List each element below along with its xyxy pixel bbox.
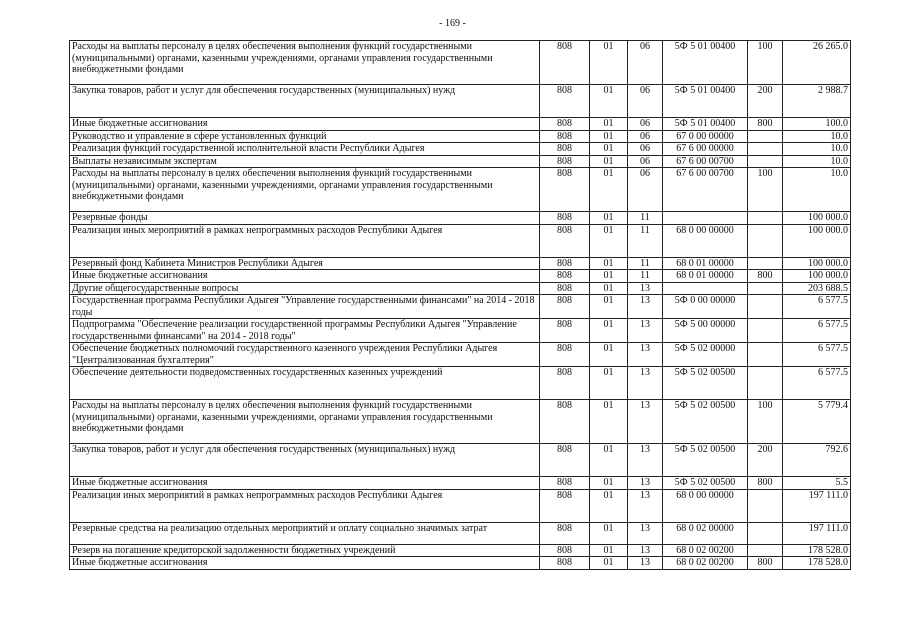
row-expense-type: 100	[748, 400, 783, 444]
row-expense-type: 100	[748, 168, 783, 212]
row-section-code: 01	[590, 118, 628, 131]
row-expense-type	[748, 544, 783, 557]
row-amount: 5.5	[783, 477, 851, 490]
table-row	[70, 522, 851, 544]
row-target-article: 5Ф 5 02 00500	[663, 477, 748, 490]
row-subsection-code: 06	[628, 130, 663, 143]
row-expense-type	[748, 522, 783, 544]
row-ministry-code: 808	[540, 143, 590, 156]
row-section-code: 01	[590, 319, 628, 343]
row-expense-type: 800	[748, 477, 783, 490]
row-amount: 6 577.5	[783, 343, 851, 367]
row-target-article: 5Ф 5 01 00400	[663, 118, 748, 131]
row-amount: 100 000.0	[783, 257, 851, 270]
page-number: - 169 -	[439, 18, 466, 29]
row-name: Резерв на погашение кредиторской задолженности бюджетных учреждений	[70, 544, 540, 557]
row-ministry-code: 808	[540, 522, 590, 544]
row-amount: 197 111.0	[783, 522, 851, 544]
row-name: Другие общегосударственные вопросы	[70, 282, 540, 295]
row-name: Резервные средства на реализацию отдельных мероприятий и оплату социально значимых затрат	[70, 522, 540, 544]
row-amount: 6 577.5	[783, 319, 851, 343]
table-row	[70, 168, 851, 212]
table-row	[70, 257, 851, 270]
row-ministry-code: 808	[540, 155, 590, 168]
row-subsection-code: 11	[628, 257, 663, 270]
row-subsection-code: 11	[628, 212, 663, 225]
row-target-article: 5Ф 5 00 00000	[663, 319, 748, 343]
row-ministry-code: 808	[540, 400, 590, 444]
row-target-article: 67 6 00 00700	[663, 168, 748, 212]
row-amount: 197 111.0	[783, 489, 851, 522]
row-expense-type: 200	[748, 85, 783, 118]
row-subsection-code: 13	[628, 522, 663, 544]
row-section-code: 01	[590, 168, 628, 212]
row-section-code: 01	[590, 41, 628, 85]
row-subsection-code: 13	[628, 367, 663, 400]
row-name: Расходы на выплаты персоналу в целях обеспечения выполнения функций государственными (муниципальными) органами, казенными учреждениями, органами управления государственными внебюджетными фондами	[70, 168, 540, 212]
table-row	[70, 557, 851, 570]
row-expense-type: 800	[748, 118, 783, 131]
row-ministry-code: 808	[540, 295, 590, 319]
row-expense-type	[748, 257, 783, 270]
table-row	[70, 444, 851, 477]
row-amount: 5 779.4	[783, 400, 851, 444]
row-ministry-code: 808	[540, 367, 590, 400]
row-expense-type	[748, 282, 783, 295]
row-subsection-code: 06	[628, 168, 663, 212]
row-name: Руководство и управление в сфере установленных функций	[70, 130, 540, 143]
row-subsection-code: 06	[628, 118, 663, 131]
row-name: Подпрограмма "Обеспечение реализации государственной программы Республики Адыгея "Управление государственными финансами" на 2014 - 2018 годы"	[70, 319, 540, 343]
row-amount: 100 000.0	[783, 270, 851, 283]
row-section-code: 01	[590, 212, 628, 225]
row-name: Закупка товаров, работ и услуг для обеспечения государственных (муниципальных) нужд	[70, 444, 540, 477]
row-name: Обеспечение бюджетных полномочий государственного казенного учреждения Республики Адыгея "Централизованная бухгалтерия"	[70, 343, 540, 367]
row-amount: 178 528.0	[783, 544, 851, 557]
row-target-article: 67 6 00 00700	[663, 155, 748, 168]
row-section-code: 01	[590, 400, 628, 444]
row-amount: 203 688.5	[783, 282, 851, 295]
row-name: Расходы на выплаты персоналу в целях обеспечения выполнения функций государственными (муниципальными) органами, казенными учреждениями, органами управления государственными внебюджетными фондами	[70, 41, 540, 85]
table-row	[70, 319, 851, 343]
row-expense-type	[748, 212, 783, 225]
table-row	[70, 143, 851, 156]
table-row	[70, 155, 851, 168]
row-amount: 100 000.0	[783, 224, 851, 257]
row-amount: 2 988.7	[783, 85, 851, 118]
row-target-article: 68 0 00 00000	[663, 224, 748, 257]
row-name: Государственная программа Республики Адыгея "Управление государственными финансами" на 2014 - 2018 годы	[70, 295, 540, 319]
row-target-article	[663, 212, 748, 225]
row-subsection-code: 06	[628, 143, 663, 156]
row-section-code: 01	[590, 343, 628, 367]
row-subsection-code: 13	[628, 295, 663, 319]
row-section-code: 01	[590, 367, 628, 400]
row-amount: 10.0	[783, 168, 851, 212]
row-expense-type	[748, 130, 783, 143]
row-name: Реализация иных мероприятий в рамках непрограммных расходов Республики Адыгея	[70, 224, 540, 257]
row-ministry-code: 808	[540, 85, 590, 118]
row-name: Расходы на выплаты персоналу в целях обеспечения выполнения функций государственными (муниципальными) органами, казенными учреждениями, органами управления государственными внебюджетными фондами	[70, 400, 540, 444]
row-ministry-code: 808	[540, 319, 590, 343]
row-expense-type	[748, 143, 783, 156]
row-target-article: 68 0 01 00000	[663, 270, 748, 283]
row-subsection-code: 06	[628, 41, 663, 85]
row-ministry-code: 808	[540, 41, 590, 85]
row-target-article: 67 0 00 00000	[663, 130, 748, 143]
row-target-article: 5Ф 5 01 00400	[663, 41, 748, 85]
table-row	[70, 489, 851, 522]
row-target-article: 5Ф 5 02 00500	[663, 400, 748, 444]
row-subsection-code: 11	[628, 224, 663, 257]
row-subsection-code: 13	[628, 544, 663, 557]
row-subsection-code: 13	[628, 343, 663, 367]
row-name: Выплаты независимым экспертам	[70, 155, 540, 168]
row-amount: 10.0	[783, 143, 851, 156]
row-ministry-code: 808	[540, 282, 590, 295]
row-subsection-code: 11	[628, 270, 663, 283]
row-expense-type	[748, 295, 783, 319]
row-target-article: 5Ф 5 02 00500	[663, 367, 748, 400]
table-row	[70, 544, 851, 557]
row-ministry-code: 808	[540, 224, 590, 257]
row-name: Резервный фонд Кабинета Министров Республики Адыгея	[70, 257, 540, 270]
table-row	[70, 282, 851, 295]
row-ministry-code: 808	[540, 212, 590, 225]
row-target-article: 68 0 02 00200	[663, 557, 748, 570]
row-amount: 100.0	[783, 118, 851, 131]
row-section-code: 01	[590, 522, 628, 544]
table-row	[70, 270, 851, 283]
row-amount: 792.6	[783, 444, 851, 477]
row-name: Иные бюджетные ассигнования	[70, 118, 540, 131]
row-name: Обеспечение деятельности подведомственных государственных казенных учреждений	[70, 367, 540, 400]
row-subsection-code: 13	[628, 444, 663, 477]
row-ministry-code: 808	[540, 270, 590, 283]
row-section-code: 01	[590, 257, 628, 270]
row-section-code: 01	[590, 444, 628, 477]
table-row	[70, 343, 851, 367]
budget-table	[69, 40, 851, 570]
row-target-article: 67 6 00 00000	[663, 143, 748, 156]
row-amount: 100 000.0	[783, 212, 851, 225]
row-expense-type: 800	[748, 270, 783, 283]
row-subsection-code: 13	[628, 400, 663, 444]
row-ministry-code: 808	[540, 557, 590, 570]
row-section-code: 01	[590, 155, 628, 168]
row-target-article: 5Ф 5 01 00400	[663, 85, 748, 118]
row-section-code: 01	[590, 130, 628, 143]
row-ministry-code: 808	[540, 168, 590, 212]
table-row	[70, 367, 851, 400]
table-row	[70, 118, 851, 131]
row-expense-type: 800	[748, 557, 783, 570]
row-subsection-code: 13	[628, 282, 663, 295]
table-row	[70, 295, 851, 319]
row-expense-type	[748, 489, 783, 522]
row-subsection-code: 13	[628, 557, 663, 570]
row-ministry-code: 808	[540, 444, 590, 477]
row-expense-type	[748, 224, 783, 257]
row-name: Реализация функций государственной исполнительной власти Республики Адыгея	[70, 143, 540, 156]
row-expense-type	[748, 155, 783, 168]
row-expense-type: 200	[748, 444, 783, 477]
row-ministry-code: 808	[540, 257, 590, 270]
row-section-code: 01	[590, 477, 628, 490]
table-row	[70, 400, 851, 444]
table-row	[70, 212, 851, 225]
row-name: Реализация иных мероприятий в рамках непрограммных расходов Республики Адыгея	[70, 489, 540, 522]
row-amount: 10.0	[783, 130, 851, 143]
row-amount: 10.0	[783, 155, 851, 168]
row-section-code: 01	[590, 489, 628, 522]
row-ministry-code: 808	[540, 130, 590, 143]
row-target-article: 68 0 00 00000	[663, 489, 748, 522]
row-expense-type: 100	[748, 41, 783, 85]
row-expense-type	[748, 367, 783, 400]
row-name: Резервные фонды	[70, 212, 540, 225]
row-subsection-code: 13	[628, 477, 663, 490]
row-target-article: 68 0 01 00000	[663, 257, 748, 270]
row-target-article: 5Ф 5 02 00500	[663, 444, 748, 477]
row-expense-type	[748, 343, 783, 367]
row-section-code: 01	[590, 282, 628, 295]
row-amount: 6 577.5	[783, 367, 851, 400]
row-section-code: 01	[590, 224, 628, 257]
row-subsection-code: 13	[628, 489, 663, 522]
row-target-article: 68 0 02 00200	[663, 544, 748, 557]
table-row	[70, 41, 851, 85]
row-target-article	[663, 282, 748, 295]
row-amount: 26 265.0	[783, 41, 851, 85]
row-target-article: 5Ф 5 02 00000	[663, 343, 748, 367]
row-ministry-code: 808	[540, 544, 590, 557]
row-target-article: 68 0 02 00000	[663, 522, 748, 544]
row-subsection-code: 06	[628, 155, 663, 168]
row-name: Иные бюджетные ассигнования	[70, 557, 540, 570]
row-name: Иные бюджетные ассигнования	[70, 270, 540, 283]
row-name: Закупка товаров, работ и услуг для обеспечения государственных (муниципальных) нужд	[70, 85, 540, 118]
row-name: Иные бюджетные ассигнования	[70, 477, 540, 490]
row-section-code: 01	[590, 143, 628, 156]
row-section-code: 01	[590, 85, 628, 118]
table-row	[70, 224, 851, 257]
row-section-code: 01	[590, 295, 628, 319]
table-body	[70, 41, 851, 570]
table-row	[70, 130, 851, 143]
row-subsection-code: 06	[628, 85, 663, 118]
row-section-code: 01	[590, 557, 628, 570]
row-section-code: 01	[590, 544, 628, 557]
row-subsection-code: 13	[628, 319, 663, 343]
row-target-article: 5Ф 0 00 00000	[663, 295, 748, 319]
row-section-code: 01	[590, 270, 628, 283]
row-amount: 178 528.0	[783, 557, 851, 570]
row-ministry-code: 808	[540, 489, 590, 522]
table-row	[70, 85, 851, 118]
row-ministry-code: 808	[540, 343, 590, 367]
table-row	[70, 477, 851, 490]
row-amount: 6 577.5	[783, 295, 851, 319]
row-ministry-code: 808	[540, 477, 590, 490]
row-ministry-code: 808	[540, 118, 590, 131]
row-expense-type	[748, 319, 783, 343]
